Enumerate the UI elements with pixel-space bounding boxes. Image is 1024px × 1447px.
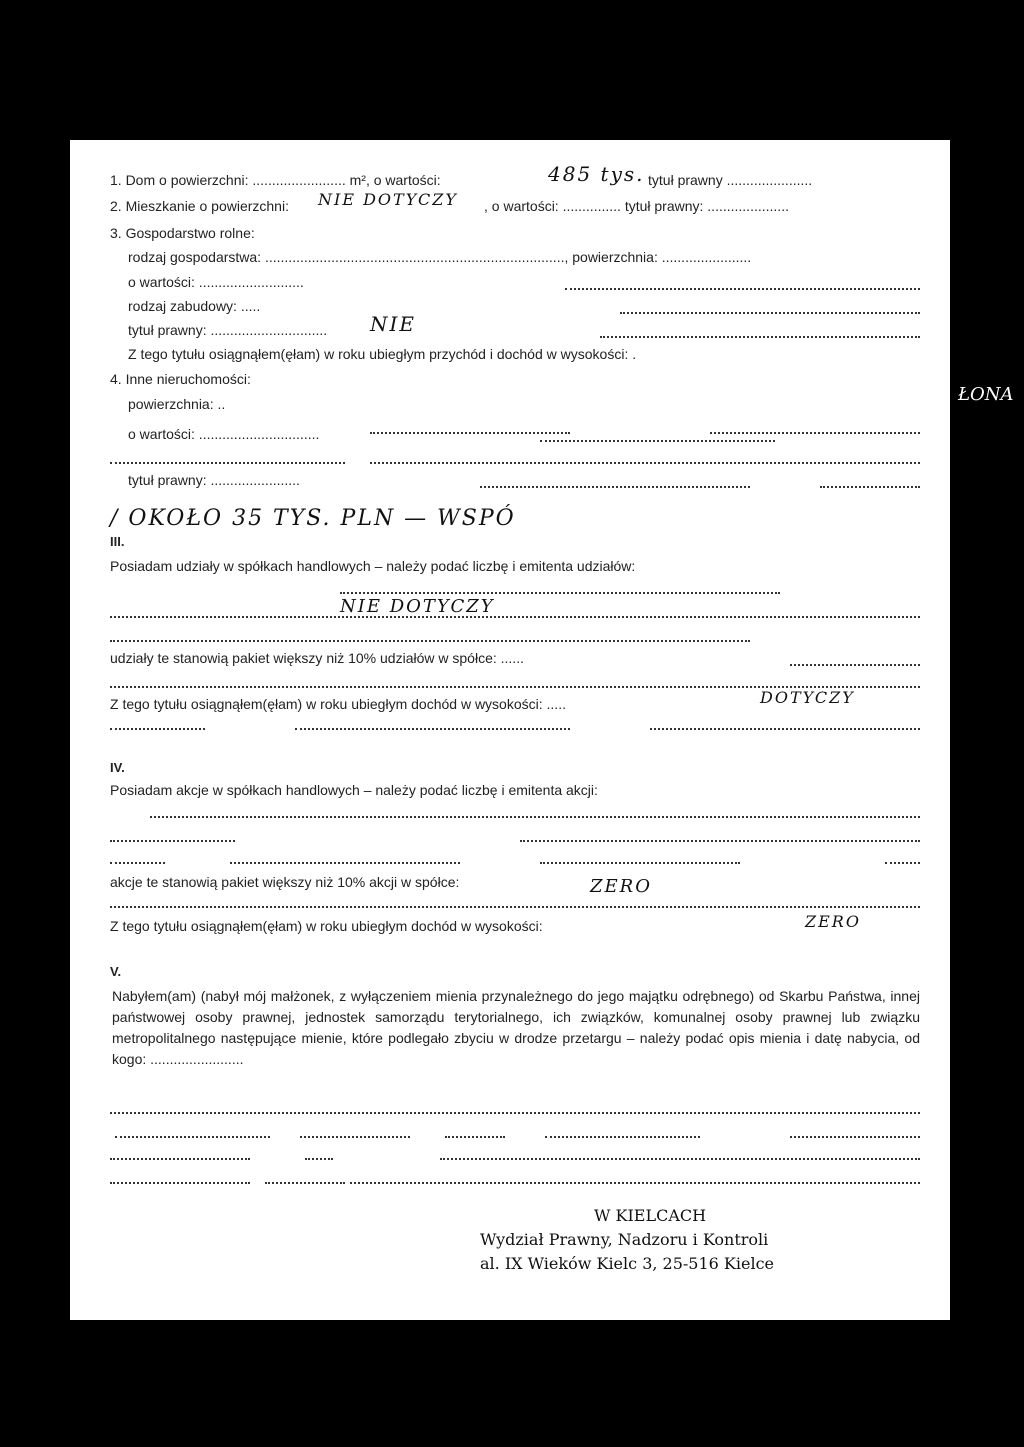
farm-title-handwritten: NIE [370, 312, 416, 336]
house-line: 1. Dom o powierzchni: ........................ m², o wartości: [110, 172, 441, 188]
dotted-line [265, 1182, 345, 1184]
section-5-numeral: V. [110, 964, 122, 979]
margin-handwritten: ŁONA [958, 384, 1014, 405]
section-3-income: Z tego tytułu osiągnąłem(ęłam) w roku ubiegłym dochód w wysokości: ..... [110, 696, 566, 712]
other-property-handwritten: / OKOŁO 35 TYS. PLN — WSPÓ [110, 506, 516, 531]
other-area-line: powierzchnia: .. [128, 396, 226, 412]
stamp-line-3: al. IX Wieków Kielc 3, 25-516 Kielce [480, 1254, 775, 1273]
dotted-line [110, 1158, 250, 1160]
dotted-line [370, 432, 570, 434]
dotted-line [540, 862, 740, 864]
dotted-line [790, 664, 920, 666]
dotted-line [110, 1112, 920, 1114]
section-4-income-handwritten: ZERO [805, 912, 861, 931]
section-3-heading: Posiadam udziały w spółkach handlowych – należy podać liczbę i emitenta udziałów: [110, 558, 636, 574]
farm-building-line: rodzaj zabudowy: ..... [128, 298, 261, 314]
house-title-line: tytuł prawny ...................... [648, 172, 813, 188]
dotted-line [545, 1136, 700, 1138]
dotted-line [620, 312, 920, 314]
farm-income-line: Z tego tytułu osiągnąłem(ęłam) w roku ubiegłym przychód i dochód w wysokości: . [128, 346, 637, 362]
dotted-line [540, 440, 775, 442]
dotted-line [445, 1136, 505, 1138]
dotted-line [305, 1158, 333, 1160]
dotted-line [110, 640, 750, 642]
apartment-handwritten: NIE DOTYCZY [318, 190, 458, 209]
dotted-line [480, 486, 750, 488]
section-4-heading: Posiadam akcje w spółkach handlowych – należy podać liczbę i emitenta akcji: [110, 782, 598, 798]
section-3-numeral: III. [110, 534, 125, 549]
dotted-line [110, 616, 920, 618]
apartment-line: 2. Mieszkanie o powierzchni: [110, 198, 289, 214]
stamp-line-2: Wydział Prawny, Nadzoru i Kontroli [480, 1230, 769, 1249]
other-title-line: tytuł prawny: ....................... [128, 472, 300, 488]
dotted-line [340, 592, 780, 594]
section-4-income: Z tego tytułu osiągnąłem(ęłam) w roku ubiegłym dochód w wysokości: [110, 918, 543, 934]
dotted-line [820, 486, 920, 488]
dotted-line [885, 862, 920, 864]
dotted-line [150, 816, 920, 818]
dotted-line [110, 862, 165, 864]
apartment-rest-line: , o wartości: ............... tytuł prawny: ..................... [484, 198, 789, 214]
dotted-line [370, 462, 920, 464]
dotted-line [230, 862, 460, 864]
house-value-handwritten: 485 tys. [548, 162, 645, 186]
section-4-over10: akcje te stanowią pakiet większy niż 10% akcji w spółce: [110, 874, 460, 890]
dotted-line [790, 1136, 920, 1138]
dotted-line [110, 728, 205, 730]
document-page [70, 140, 950, 1320]
other-property-heading: 4. Inne nieruchomości: [110, 371, 251, 387]
dotted-line [295, 728, 570, 730]
stamp-line-1: W KIELCACH [594, 1206, 707, 1225]
dotted-line [440, 1158, 920, 1160]
dotted-line [110, 462, 345, 464]
dotted-line [565, 288, 920, 290]
dotted-line [710, 432, 920, 434]
dotted-line [520, 840, 920, 842]
section-3-over10: udziały te stanowią pakiet większy niż 10% udziałów w spółce: ...... [110, 650, 524, 666]
section-4-numeral: IV. [110, 760, 125, 775]
farm-heading: 3. Gospodarstwo rolne: [110, 225, 255, 241]
section-4-over10-handwritten: ZERO [590, 876, 652, 897]
farm-type-line: rodzaj gospodarstwa: ............................................................................., powierzchnia: ....................... [128, 249, 752, 265]
section-3-income-handwritten: DOTYCZY [760, 688, 855, 707]
dotted-line [110, 840, 235, 842]
dotted-line [300, 1136, 410, 1138]
section-5-text: Nabyłem(am) (nabył mój małżonek, z wyłączeniem mienia przynależnego do jego majątku odrębnego) od Skarbu Państwa, innej państwowej osoby prawnej, jednostek samorządu terytorialnego, ich związków, komunalnej osoby prawnej lub związku metropolitalnego następujące mienie, które podlegało zbyciu w drodze przetargu – należy podać opis mienia i datę nabycia, od kogo: ........................ [112, 988, 920, 1067]
farm-title-line: tytuł prawny: .............................. [128, 322, 328, 338]
dotted-line [350, 1182, 920, 1184]
farm-value-line: o wartości: ........................... [128, 274, 304, 290]
dotted-line [110, 1182, 250, 1184]
section-3-handwritten: NIE DOTYCZY [340, 596, 495, 617]
dotted-line [115, 1136, 270, 1138]
dotted-line [600, 336, 920, 338]
other-value-line: o wartości: ............................... [128, 426, 320, 442]
dotted-line [110, 906, 920, 908]
dotted-line [650, 728, 920, 730]
